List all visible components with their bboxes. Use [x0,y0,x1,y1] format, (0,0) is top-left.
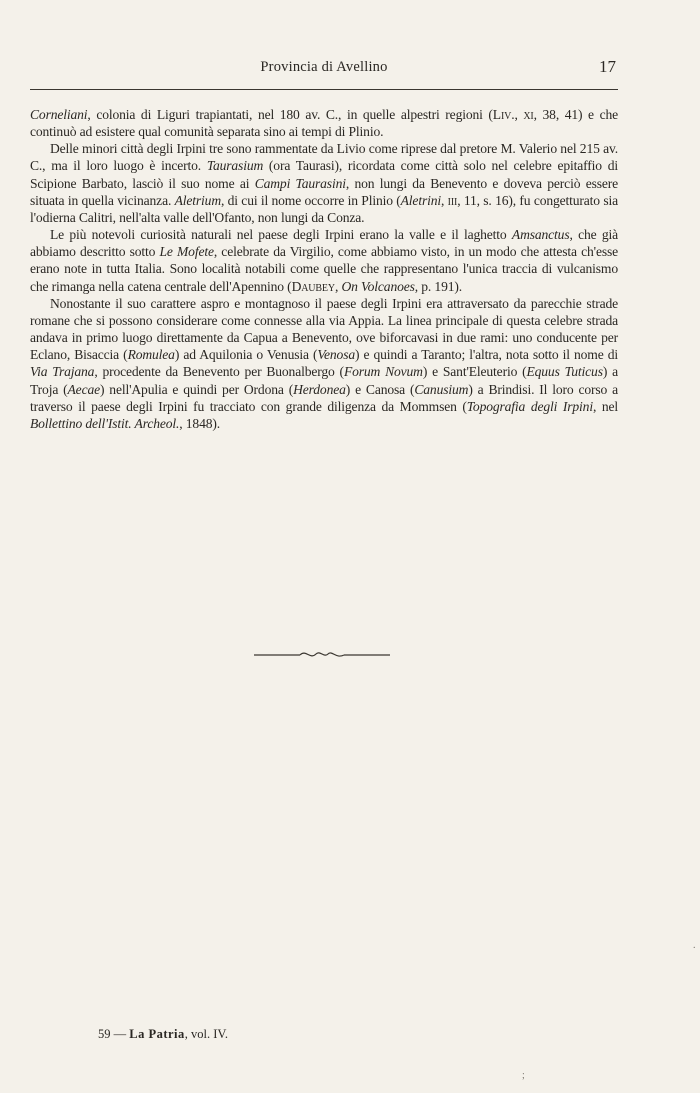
italic-term: Via Trajana [30,364,95,380]
text-run: ) a Brindisi. Il loro corso a traverso il paese degli Irpini fu tracciato con grande diligenza da Mommsen ( [30,381,618,414]
text-run: , 38, 41) e che continuò ad esistere qual comunità separata sino ai tempi di Plinio. [30,107,618,140]
text-run: ) a Troja ( [30,364,618,397]
text-run: , di cui il nome occorre in Plinio ( [220,192,401,208]
text-run: , che già abbiamo descritto sotto [30,227,618,260]
italic-term: Bollettino dell'Istit. Archeol. [30,415,180,431]
paragraph-4 [30,295,618,432]
italic-term: Amsanctus [511,227,570,243]
text-run: , 11, s. 16), fu congetturato sia l'odierna Calitri, nell'alta valle dell'Ofanto, non lungi da Conza. [30,192,619,225]
paragraph-1 [30,106,618,140]
text-run: , 1848). [179,415,220,431]
italic-term: Aletrium [174,192,221,208]
text-run: ) e Canosa ( [345,381,415,397]
text-run: Delle minori città degli Irpini tre sono rammentate da Livio come riprese dal pretore M. Valerio nel 215 av. C., ma il loro luogo è incerto. [30,141,618,174]
signature-dash: — [113,1027,127,1041]
smallcaps-term: xi [523,107,534,122]
italic-term: Herdonea [293,381,346,397]
text-run: , non lungi da Benevento e doveva perciò essere situata in quella vicinanza. [30,175,619,208]
publication-title: La Patria [129,1027,185,1041]
text-run: ) e quindi a Taranto; l'altra, nota sotto il nome di [355,347,619,363]
text-run: , nel [592,398,619,414]
running-title: Provincia di Avellino [260,59,388,75]
italic-term: Topografia degli Irpini [466,398,593,414]
italic-term: Corneliani [30,107,88,122]
italic-term: Campi Taurasini [254,175,346,191]
text-run: , colonia di Liguri trapiantati, nel 180 av. C., in quelle alpestri regioni ( [87,107,493,122]
page-number: 17 [599,57,616,76]
text-run: ) ad Aquilonia o Venusia ( [174,347,318,363]
text-run: , procedente da Benevento per Buonalbergo ( [94,364,344,380]
smallcaps-term: Daubey [291,278,335,294]
volume-label: , vol. IV. [184,1027,228,1041]
text-run: (ora Taurasi), ricordata come città solo nel celebre epitaffio di Scipione Barbato, lasciò il suo nome ai [30,158,618,191]
text-run: Nonostante il suo carattere aspro e montagnoso il paese degli Irpini era attraversato da parecchie strade romane che si possono considerare come connesse alla via Appia. La linea principale di questa celebre strada andava in primo luogo direttamente da Capua a Benevento, ove biforcavasi in due rami: uno conducente per Eclano, Bisaccia ( [30,295,618,363]
italic-term: Taurasium [206,158,264,174]
paragraph-2 [30,140,618,226]
italic-term: On Volcanoes [341,278,415,294]
text-run: Le più notevoli curiosità naturali nel paese degli Irpini erano la valle e il laghetto [50,227,512,243]
italic-term: Forum Novum [343,364,423,380]
speck-mark: ; [522,1070,525,1081]
footer-signature [98,1027,228,1042]
smallcaps-term: Liv. [492,107,515,122]
text-run: ) e Sant'Eleuterio ( [422,364,527,380]
italic-term: Aletrini [400,192,441,208]
page-header [30,55,618,90]
italic-term: Romulea [127,347,175,363]
italic-term: Le Mofete [159,244,214,260]
text-run: ) nell'Apulia e quindi per Ordona ( [99,381,294,397]
body-text [30,106,618,432]
italic-term: Aecae [67,381,100,397]
speck-mark: . [693,940,696,951]
paragraph-3 [30,226,618,295]
text-run: , [441,192,448,208]
italic-term: Canusium [414,381,469,397]
signature-number: 59 [98,1027,111,1041]
text-run: , [334,278,342,294]
italic-term: Venosa [317,347,355,363]
ornament-divider [254,646,390,664]
italic-term: Equus Tuticus [526,364,603,380]
smallcaps-term: iii [447,192,458,208]
text-run: , celebrate da Virgilio, come abbiamo visto, in un modo che attesta ch'esse erano note in tutta Italia. Sono località notabili come quelle che rappresentano l'unica traccia di vulcanismo che rimanga nella catena centrale dell'Apennino ( [30,244,618,294]
text-run: , [514,107,524,122]
text-run: , p. 191). [414,278,462,294]
